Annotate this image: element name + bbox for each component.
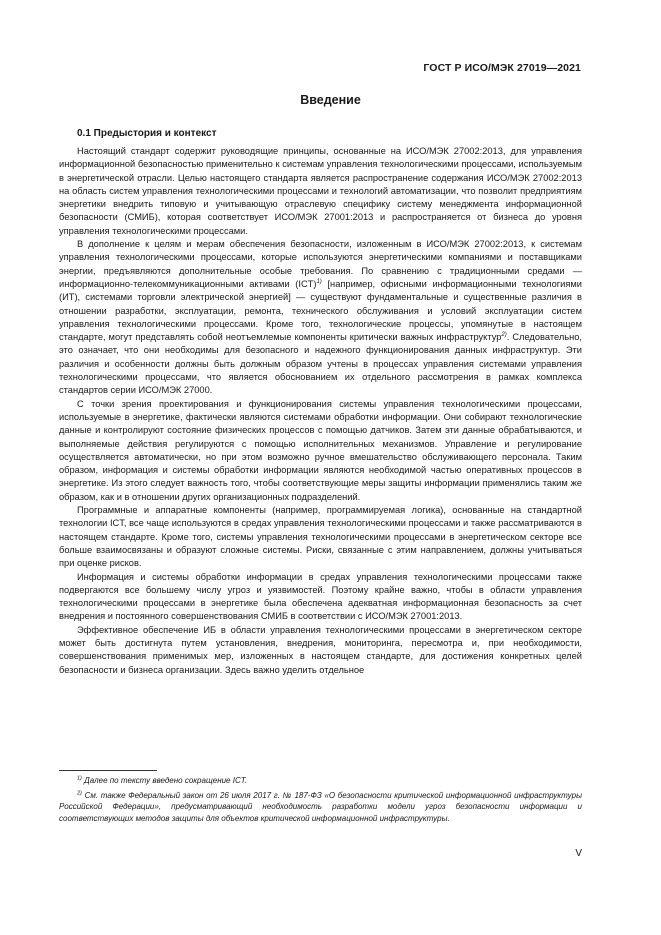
paragraph-2 bbox=[59, 238, 582, 398]
footnote-1-mark: 1) bbox=[77, 775, 82, 782]
footnote-2-text: См. также Федеральный закон от 26 июля 2017 г. № 187-ФЗ «О безопасности критической информационной инфраструктуры Российской Федерации», предусматривающий необходимость разработки модели угроз безопасности информации и соответствующих методов защиты для объектов критической информационной инфраструктуры. bbox=[59, 790, 583, 823]
footnotes bbox=[59, 775, 582, 827]
footnote-1 bbox=[59, 775, 582, 787]
paragraph-2-part-2: [например, офисными информационными технологиями (ИТ), системами торговли электрической энергией] — существуют фундаментальные и существенные различия в отношении разработки, эксплуатации, ремонта, технического обслуживания и условий эксплуатации систем управления технологическими процессами. Кроме того, технологические процессы, упомянутые в настоящем стандарте, могут представлять собой неотъемлемые компоненты критически важных инфраструктур bbox=[59, 278, 582, 343]
footnote-divider bbox=[59, 770, 157, 771]
footnote-2 bbox=[59, 790, 582, 825]
page-number: V bbox=[575, 848, 582, 859]
section-title: Введение bbox=[300, 93, 361, 107]
paragraph-5: Информация и системы обработки информации в средах управления технологическими процессами также подвергаются все большему числу угроз и уязвимостей. Поэтому крайне важно, чтобы в области управления технологическими процессами в энергетике была обеспечена адекватная информационная безопасность за счет внедрения и постоянного совершенствования СМИБ в соответствии с ИСО/МЭК 27001:2013. bbox=[59, 571, 582, 622]
footnote-ref-1: 1) bbox=[316, 278, 322, 285]
paragraph-4: Программные и аппаратные компоненты (например, программируемая логика), основанные на стандартной технологии ICT, все чаще используются в средах управления технологическими процессами и также рассматриваются в настоящем стандарте. Кроме того, системы управления технологическими процессами в энергетическом секторе все больше взаимосвязаны и образуют сложные системы. Риски, связанные с этим направлением, должны учитываться при оценке рисков. bbox=[59, 505, 582, 569]
footnote-2-mark: 2) bbox=[77, 789, 82, 796]
paragraph-2-part-3: . Следовательно, это означает, что они необходимы для безопасного и надежного функционирования данных инфраструктур. Эти различия и особенности должны быть должным образом учтены в процессах управления системами управления технологическими процессами, что является обоснованием их отдельного рассмотрения в рамках комплекса стандартов серии ИСО/МЭК 27000. bbox=[59, 332, 582, 396]
paragraph-1: Настоящий стандарт содержит руководящие принципы, основанные на ИСО/МЭК 27002:2013, для управления информационной безопасностью применительно к системам управления технологическими процессами, используемым в энергетической отрасли. Целью настоящего стандарта является распространение содержания ИСО/МЭК 27002:2013 на область систем управления технологическими процессами и технологий автоматизации, что позволит предприятиям энергетики внедрить типовую и учитывающую отраслевую специфику систему менеджмента информационной безопасности (СМИБ), которая соответствует ИСО/МЭК 27001:2013 и распространяется от бизнеса до уровня управления технологическими процессами. bbox=[59, 146, 582, 236]
standard-header: ГОСТ Р ИСО/МЭК 27019—2021 bbox=[423, 62, 581, 74]
paragraph-3: С точки зрения проектирования и функционирования системы управления технологическими процессами, используемые в энергетике, фактически являются системами обработки информации. Они собирают технологические данные и контролируют состояние физических процессов с помощью датчиков. Затем эти данные обрабатываются, и выполняемые действия регулируются с помощью исполнительных механизмов. Управление и регулирование осуществляется автоматически, но при этом возможно ручное вмешательство обслуживающего персонала. Таким образом, информация и системы обработки информации являются необходимой частью оперативных процессов в энергетике. Из этого следует важность того, чтобы соответствующие меры защиты информации применялись таким же образом, как и в отношении других организационных подразделений. bbox=[59, 398, 582, 502]
subsection-heading: 0.1 Предыстория и контекст bbox=[77, 128, 217, 139]
paragraph-6: Эффективное обеспечение ИБ в области управления технологическими процессами в энергетическом секторе может быть достигнута путем установления, внедрения, мониторинга, пересмотра и, при необходимости, совершенствования применимых мер, изложенных в настоящем стандарте, для достижения конкретных целей безопасности и бизнеса организации. Здесь важно уделить отдельное bbox=[59, 624, 582, 675]
paragraph-2-part-1: В дополнение к целям и мерам обеспечения безопасности, изложенным в ИСО/МЭК 27002:2013, к системам управления технологическими процессами, которые используются энергетическими компаниями и поставщиками энергии, предъявляются дополнительные особые требования. По сравнению с традиционными средами — информационно-телекоммуникационными активами (ICT) bbox=[59, 239, 582, 289]
footnote-ref-2: 2) bbox=[501, 332, 507, 339]
footnote-1-text: Далее по тексту введено сокращение ICT. bbox=[84, 776, 248, 785]
body-text bbox=[59, 145, 582, 677]
